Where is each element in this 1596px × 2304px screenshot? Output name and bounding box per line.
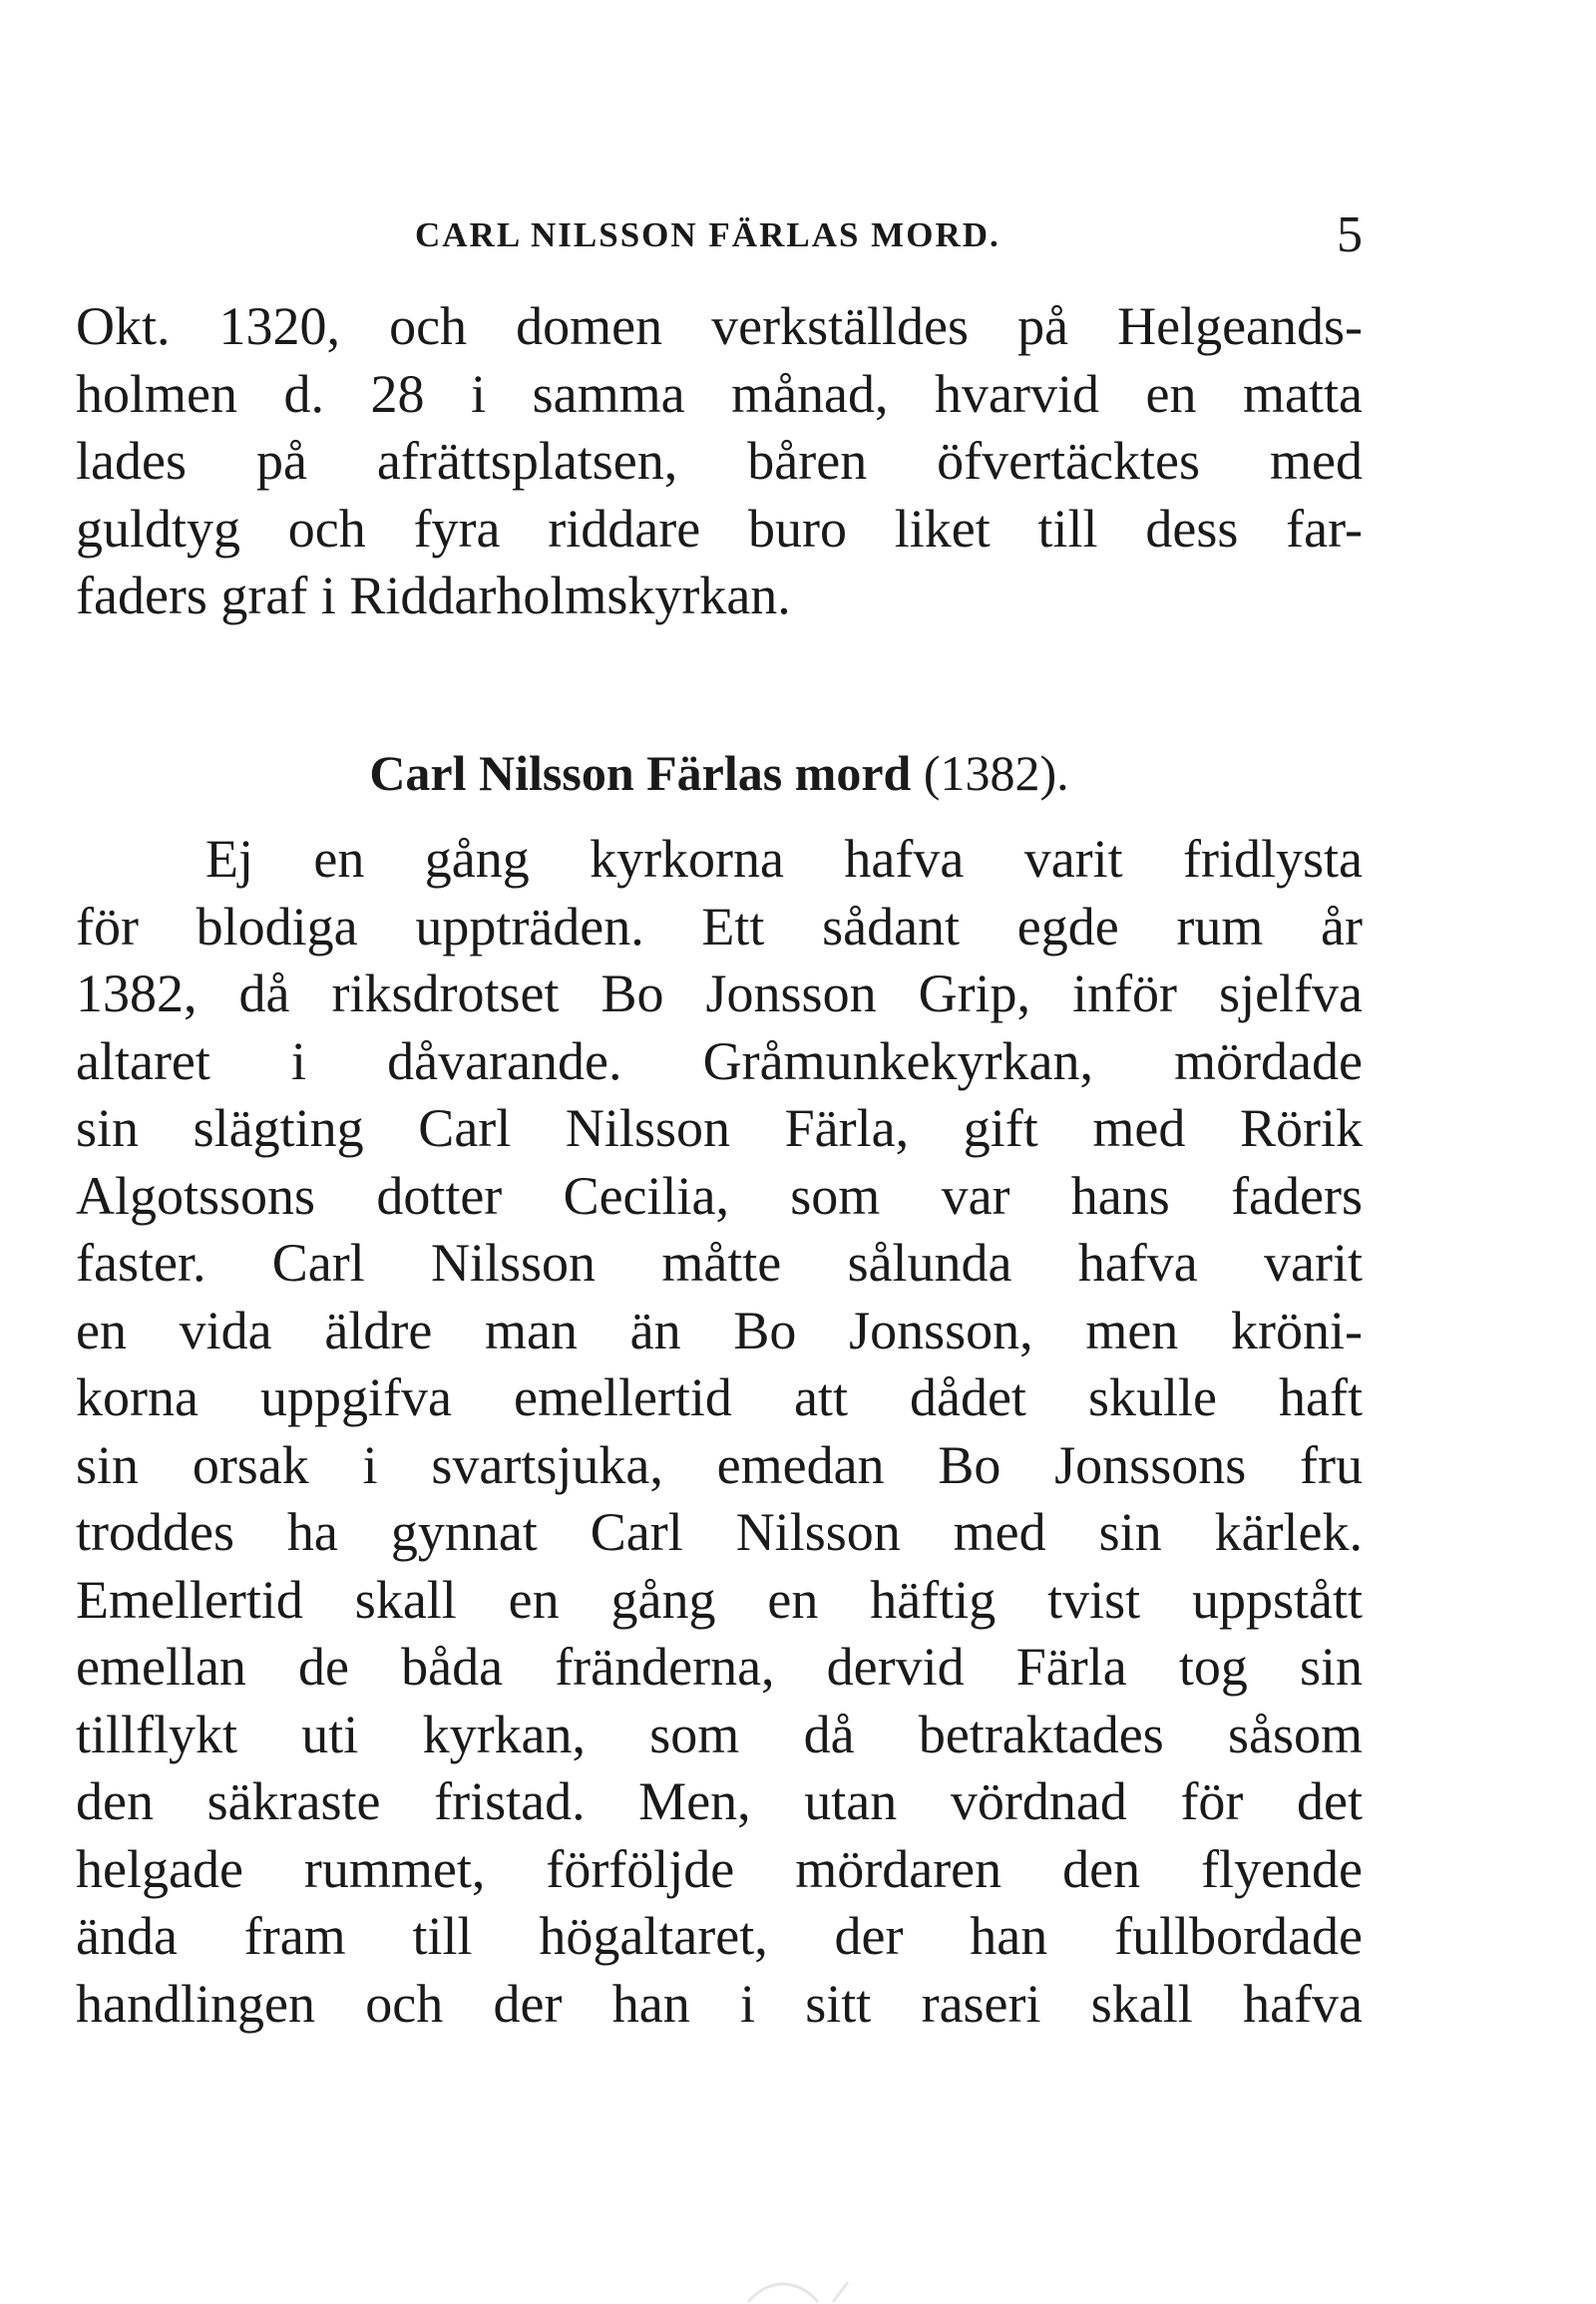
- paragraph-continued: [76, 293, 1363, 630]
- text-line: korna uppgifva emellertid att dådet skulle haft: [76, 1367, 1363, 1427]
- text-line: lades på afrättsplatsen, båren öfvertäcktes med: [76, 431, 1363, 491]
- text-line: holmen d. 28 i samma månad, hvarvid en matta: [76, 363, 1363, 424]
- text-line: 1382, då riksdrotset Bo Jonsson Grip, inför sjelfva: [76, 963, 1363, 1023]
- text-line: altaret i dåvarande. Gråmunkekyrkan, mördade: [76, 1030, 1363, 1091]
- text-line: Okt. 1320, och domen verkställdes på Helgeands-: [76, 296, 1363, 356]
- text-line: helgade rummet, förföljde mördaren den flyende: [76, 1838, 1363, 1899]
- paragraph-main: [76, 826, 1363, 2038]
- text-line: för blodiga uppträden. Ett sådant egde rum år: [76, 896, 1363, 957]
- text-line: Emellertid skall en gång en häftig tvist uppstått: [76, 1569, 1363, 1630]
- text-line: en vida äldre man än Bo Jonsson, men kröni-: [76, 1300, 1363, 1360]
- text-line: troddes ha gynnat Carl Nilsson med sin kärlek.: [76, 1502, 1363, 1562]
- text-line: Algotssons dotter Cecilia, som var hans faders: [76, 1165, 1363, 1226]
- text-line: Ej en gång kyrkorna hafva varit fridlysta: [205, 829, 1363, 889]
- page-number: 5: [1337, 206, 1363, 263]
- text-line: tillflykt uti kyrkan, som då betraktades såsom: [76, 1704, 1363, 1764]
- text-line: ända fram till högaltaret, der han fullbordade: [76, 1906, 1363, 1966]
- section-heading-year: (1382).: [923, 745, 1069, 801]
- text-line: guldtyg och fyra riddare buro liket till dess far-: [76, 498, 1363, 559]
- section-heading: [76, 740, 1363, 807]
- section-heading-title: Carl Nilsson Färlas mord: [369, 745, 912, 801]
- text-line: sin slägting Carl Nilsson Färla, gift med Rörik: [76, 1098, 1363, 1158]
- running-title: CARL NILSSON FÄRLAS MORD.: [415, 215, 1000, 254]
- text-line: faster. Carl Nilsson måtte sålunda hafva varit: [76, 1233, 1363, 1293]
- text-line: sin orsak i svartsjuka, emedan Bo Jonssons fru: [76, 1434, 1363, 1495]
- running-head: [76, 206, 1363, 271]
- text-line: handlingen och der han i sitt raseri skall hafva: [76, 1973, 1363, 2034]
- text-line: emellan de båda fränderna, dervid Färla tog sin: [76, 1637, 1363, 1697]
- text-line: den säkraste fristad. Men, utan vördnad för det: [76, 1771, 1363, 1831]
- text-line: faders graf i Riddarholmskyrkan.: [76, 566, 791, 625]
